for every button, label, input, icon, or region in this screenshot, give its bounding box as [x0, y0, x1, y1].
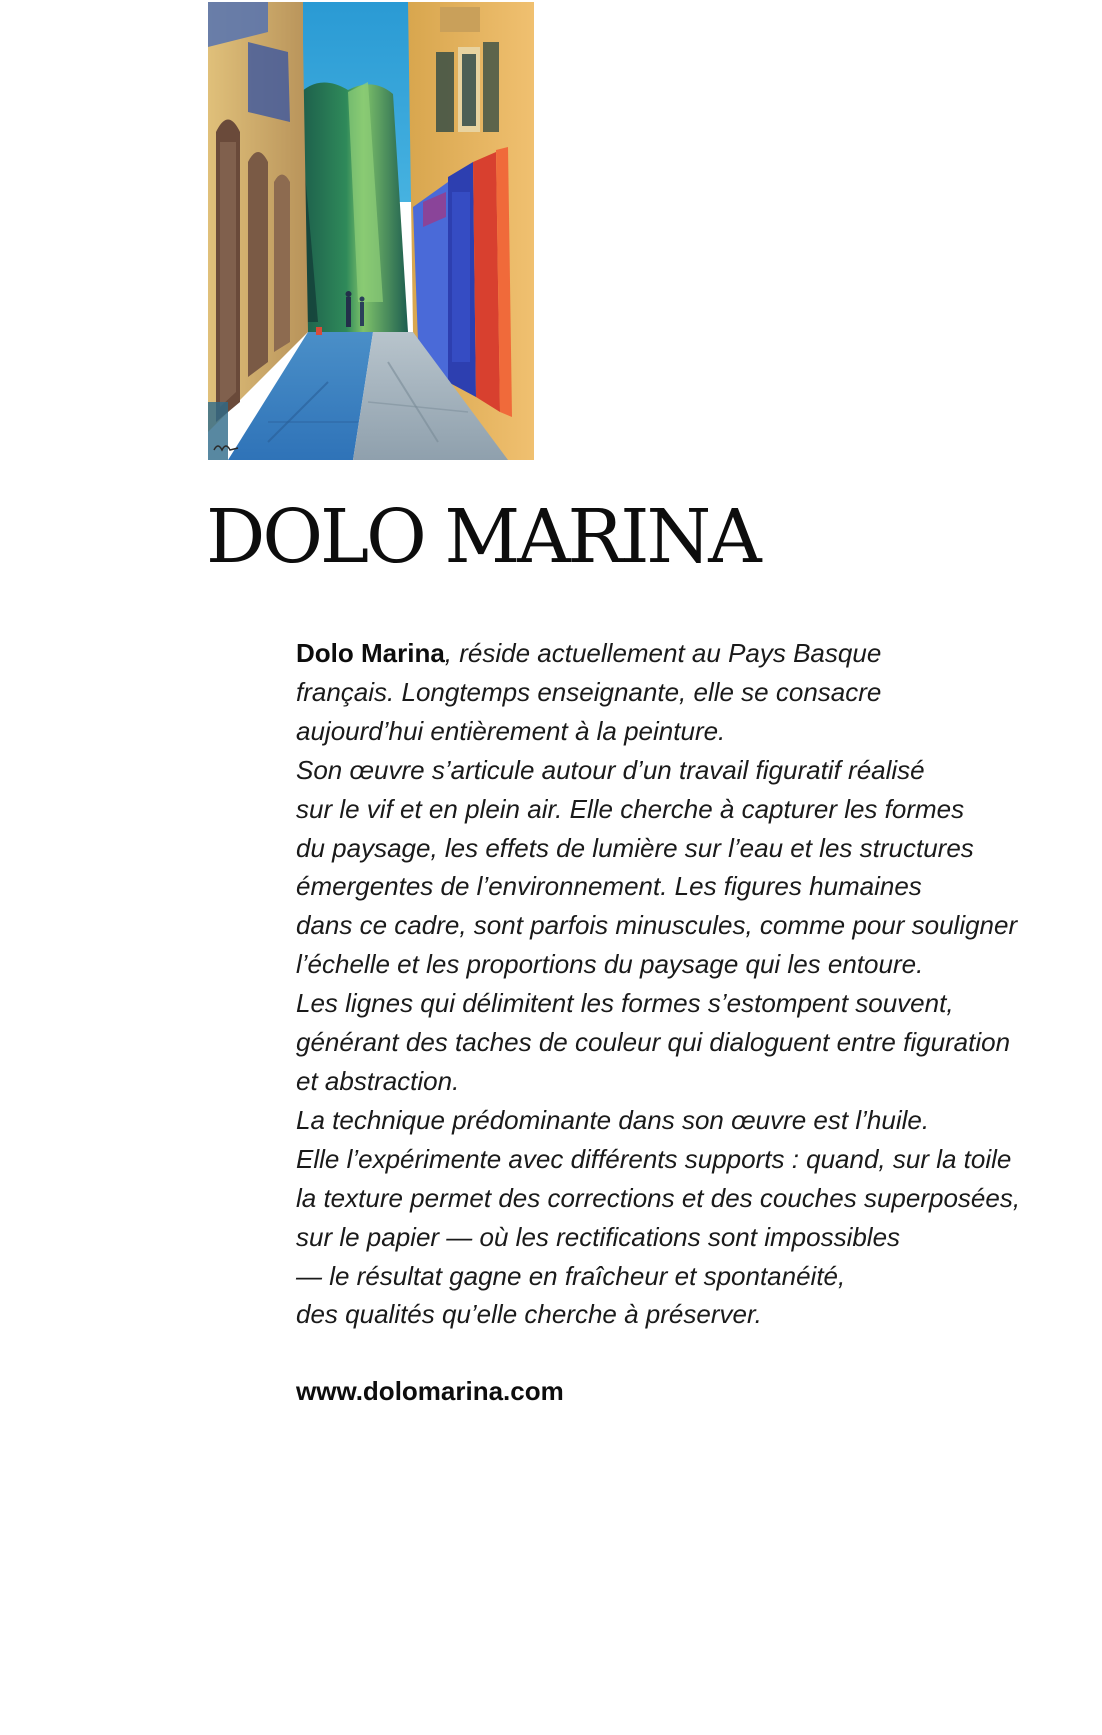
- bio-line-3: Son œuvre s’articule autour d’un travail figuratif réalisé: [296, 754, 925, 785]
- street-painting-svg: [208, 2, 534, 460]
- bio-line-13: Elle l’expérimente avec différents supports : quand, sur la toile: [296, 1143, 1012, 1174]
- bio-line-11: et abstraction.: [296, 1065, 460, 1096]
- bio-line-10: générant des taches de couleur qui dialoguent entre figuration: [296, 1027, 1011, 1058]
- bio-line-14: la texture permet des corrections et des couches superposées,: [296, 1182, 1021, 1213]
- figure-2: [360, 302, 364, 326]
- bio-line-0: [296, 634, 1056, 673]
- artist-title: DOLO MARINA: [206, 494, 759, 580]
- bio-line-7: dans ce cadre, sont parfois minuscules, comme pour souligner: [296, 910, 1018, 941]
- bio-line-5: du paysage, les effets de lumière sur l’eau et les structures: [296, 832, 974, 863]
- painting-street-scene: [208, 2, 534, 460]
- bio-line-8: l’échelle et les proportions du paysage qui les entoure.: [296, 949, 924, 980]
- bio-line-4: sur le vif et en plein air. Elle cherche à capturer les formes: [296, 793, 965, 824]
- bio-line-1: français. Longtemps enseignante, elle se consacre: [296, 676, 882, 707]
- figure-1: [346, 297, 351, 327]
- bio-first-line-rest: , réside actuellement au Pays Basque: [444, 638, 882, 668]
- bio-line-15: sur le papier — où les rectifications sont impossibles: [296, 1221, 901, 1252]
- bio-artist-name: Dolo Marina: [296, 638, 445, 668]
- bio-line-17: des qualités qu’elle cherche à préserver.: [296, 1299, 762, 1330]
- artist-biography: [296, 634, 1056, 1334]
- bio-line-9: Les lignes qui délimitent les formes s’estompent souvent,: [296, 988, 954, 1019]
- bio-line-6: émergentes de l’environnement. Les figures humaines: [296, 871, 922, 902]
- red-door: [473, 152, 500, 412]
- website-link[interactable]: www.dolomarina.com: [296, 1376, 564, 1406]
- bio-line-2: aujourd’hui entièrement à la peinture.: [296, 715, 726, 746]
- bio-line-12: La technique prédominante dans son œuvre est l’huile.: [296, 1104, 930, 1135]
- bio-line-16: — le résultat gagne en fraîcheur et spontanéité,: [296, 1260, 846, 1291]
